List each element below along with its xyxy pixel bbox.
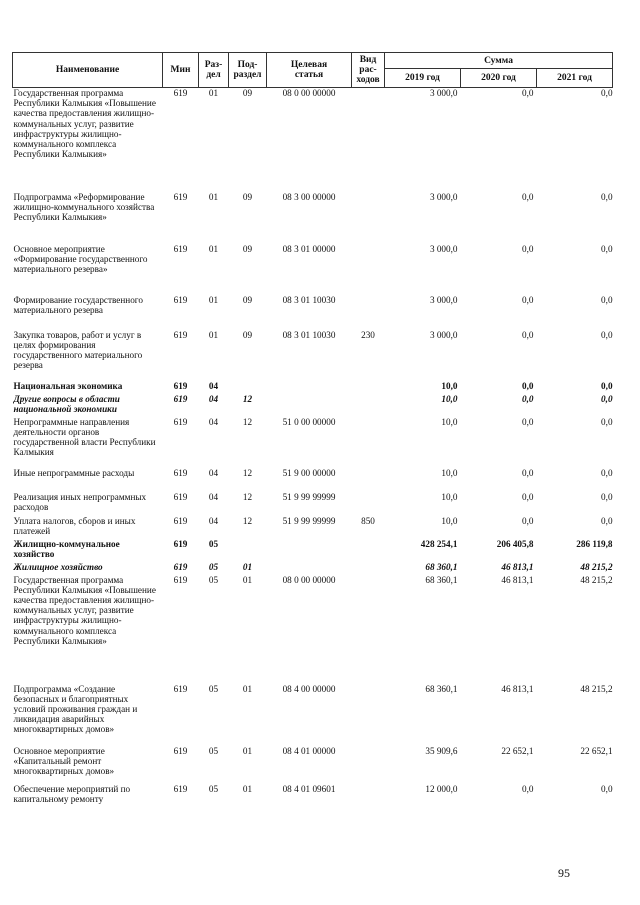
row-name: Государственная программа Республики Калмыкия «Повышение качества предоставления жилищно-коммунальных услуг, развитие инфраструктуры жилищно-коммунального комплекса Республики Калмыкия» [13,574,156,646]
row-section: 05 [208,683,219,694]
row-expense-type [352,562,385,575]
row-expense-type [352,468,385,492]
row-target-article [267,381,352,394]
header-section-label: Раз- дел [204,60,223,80]
row-section: 01 [208,243,219,254]
row-sum-2021: 0,0 [601,88,613,98]
row-sum-2020: 0,0 [522,329,534,340]
row-ministry: 619 [173,88,188,98]
row-sum-2019: 428 254,1 [420,538,458,549]
row-sum-2020: 46 813,1 [501,574,534,585]
row-expense-type [352,417,385,468]
row-section: 04 [208,380,219,391]
table-row [13,562,613,575]
row-subsection: 09 [242,243,253,254]
row-sum-2021: 22 652,1 [580,745,613,756]
table-row [13,88,613,192]
row-sum-2021: 0,0 [601,783,613,794]
row-sum-2019: 68 360,1 [425,574,458,585]
row-section: 04 [208,393,219,404]
row-sum-2020: 46 813,1 [501,561,534,572]
row-name: Жилищно-коммунальное хозяйство [13,538,120,559]
row-sum-2020: 0,0 [522,380,534,391]
row-sum-2021: 48 215,2 [580,683,613,694]
row-expense-type [352,394,385,417]
row-target-article: 08 3 01 10030 [282,294,336,305]
row-ministry: 619 [173,243,188,254]
row-expense-type [352,492,385,516]
row-subsection: 01 [242,574,253,585]
row-name: Национальная экономика [13,380,123,391]
row-section: 01 [208,294,219,305]
row-subsection: 09 [242,329,253,340]
header-subsection [229,53,267,88]
row-section: 05 [208,574,219,585]
row-sum-2019: 68 360,1 [425,683,458,694]
row-section: 01 [208,88,219,98]
header-ministry: Мин [163,53,199,88]
row-sum-2021: 0,0 [601,294,613,305]
row-sum-2020: 0,0 [522,294,534,305]
header-year-2020: 2020 год [461,69,537,88]
row-sum-2020: 206 405,8 [496,538,534,549]
row-target-article: 08 4 01 09601 [282,783,336,794]
row-target-article: 08 4 01 00000 [282,745,336,756]
row-subsection: 01 [242,745,253,756]
row-section: 01 [208,329,219,340]
row-expense-type [352,539,385,562]
row-expense-type [352,784,385,810]
row-subsection: 01 [242,783,253,794]
table-row [13,784,613,810]
row-expense-type [352,575,385,684]
page-number: 95 [558,866,570,880]
row-sum-2021: 0,0 [601,380,613,391]
row-sum-2019: 3 000,0 [429,191,458,202]
row-sum-2019: 35 909,6 [425,745,458,756]
row-section: 05 [208,538,219,549]
row-sum-2019: 10,0 [441,416,458,427]
table-row [13,492,613,516]
row-subsection: 12 [242,416,253,427]
row-name: Непрограммные направления деятельности органов государственной власти Республики Калмыкия [13,416,156,458]
table-row [13,244,613,295]
row-sum-2019: 10,0 [441,467,458,478]
row-target-article: 51 9 99 99999 [282,515,336,526]
row-name: Жилищное хозяйство [13,561,103,572]
row-name: Уплата налогов, сборов и иных платежей [13,515,136,536]
row-ministry: 619 [173,467,188,478]
row-ministry: 619 [173,538,188,549]
row-name: Основное мероприятие «Формирование государственного материального резерва» [13,243,148,274]
row-subsection: 01 [242,683,253,694]
row-expense-type: 230 [361,329,375,340]
table-row [13,746,613,784]
row-subsection: 09 [242,191,253,202]
row-name: Формирование государственного материального резерва [13,294,143,315]
row-name: Подпрограмма «Создание безопасных и благоприятных условий проживания граждан и ликвидация аварийных многоквартирных домов» [13,683,138,735]
row-section: 04 [208,491,219,502]
row-ministry: 619 [173,561,188,572]
row-ministry: 619 [173,294,188,305]
row-target-article [267,394,352,417]
row-sum-2019: 3 000,0 [429,329,458,340]
header-name: Наименование [13,53,163,88]
table-row [13,192,613,244]
row-target-article: 08 0 00 00000 [282,574,336,585]
row-section: 04 [208,467,219,478]
table-row [13,539,613,562]
row-name: Другие вопросы в области национальной экономики [13,393,120,414]
row-sum-2019: 10,0 [441,380,458,391]
header-expense-type [352,53,385,88]
row-sum-2019: 12 000,0 [425,783,458,794]
row-expense-type [352,295,385,330]
table-row [13,516,613,539]
row-section: 05 [208,783,219,794]
row-ministry: 619 [173,393,188,404]
row-name: Обеспечение мероприятий по капитальному ремонту [13,783,131,804]
row-section: 05 [208,561,219,572]
row-sum-2020: 46 813,1 [501,683,534,694]
row-ministry: 619 [173,574,188,585]
row-ministry: 619 [173,329,188,340]
header-target-article [267,53,352,88]
row-ministry: 619 [173,380,188,391]
row-sum-2021: 48 215,2 [580,561,613,572]
row-section: 04 [208,515,219,526]
table-row [13,394,613,417]
row-ministry: 619 [173,783,188,794]
row-sum-2019: 3 000,0 [429,88,458,98]
row-name: Закупка товаров, работ и услуг в целях формирования государственного материального резерва [13,329,143,371]
row-sum-2019: 10,0 [441,491,458,502]
header-subsection-label: Под- раздел [233,60,262,80]
header-expense-type-label: Вид рас- ходов [356,55,380,85]
row-sum-2021: 0,0 [601,393,613,404]
row-sum-2020: 0,0 [522,783,534,794]
row-subsection: 09 [242,88,253,98]
row-sum-2021: 0,0 [601,491,613,502]
row-target-article: 51 0 00 00000 [282,416,336,427]
row-subsection [229,381,267,394]
row-subsection: 12 [242,491,253,502]
header-target-article-label: Целевая статья [290,60,328,80]
row-sum-2019: 10,0 [441,515,458,526]
table-row [13,417,613,468]
row-sum-2021: 0,0 [601,515,613,526]
row-sum-2021: 286 119,8 [576,538,613,549]
row-name: Реализация иных непрограммных расходов [13,491,147,512]
row-sum-2021: 0,0 [601,467,613,478]
row-target-article [267,562,352,575]
budget-table-container [12,52,612,810]
row-target-article: 08 3 00 00000 [282,191,336,202]
table-row [13,684,613,746]
row-expense-type [352,192,385,244]
row-sum-2019: 68 360,1 [425,561,458,572]
row-sum-2020: 0,0 [522,393,534,404]
table-header [13,53,613,88]
table-row [13,468,613,492]
row-sum-2019: 10,0 [441,393,458,404]
row-section: 05 [208,745,219,756]
table-row [13,381,613,394]
table-row [13,295,613,330]
header-year-2021: 2021 год [537,69,613,88]
row-name: Государственная программа Республики Калмыкия «Повышение качества предоставления жилищно-коммунальных услуг, развитие инфраструктуры жилищно-коммунального комплекса Республики Калмыкия» [13,88,156,160]
row-section: 04 [208,416,219,427]
row-ministry: 619 [173,515,188,526]
row-sum-2020: 0,0 [522,191,534,202]
row-target-article: 51 9 00 00000 [282,467,336,478]
row-sum-2021: 0,0 [601,416,613,427]
row-sum-2021: 0,0 [601,243,613,254]
row-expense-type [352,684,385,746]
row-subsection: 09 [242,294,253,305]
row-sum-2021: 0,0 [601,191,613,202]
row-subsection: 12 [242,467,253,478]
row-subsection: 01 [242,561,253,572]
table-body [13,88,613,810]
row-sum-2020: 0,0 [522,416,534,427]
header-year-2019: 2019 год [385,69,461,88]
header-section [199,53,229,88]
row-sum-2020: 0,0 [522,243,534,254]
row-expense-type [352,88,385,192]
row-sum-2020: 0,0 [522,467,534,478]
row-target-article: 08 0 00 00000 [282,88,336,98]
row-ministry: 619 [173,191,188,202]
table-row [13,330,613,381]
row-section: 01 [208,191,219,202]
row-sum-2020: 22 652,1 [501,745,534,756]
budget-table [12,52,613,810]
row-name: Подпрограмма «Реформирование жилищно-коммунального хозяйства Республики Калмыкия» [13,191,155,222]
table-row [13,575,613,684]
row-sum-2019: 3 000,0 [429,243,458,254]
row-subsection [229,539,267,562]
header-sum: Сумма [385,53,613,69]
row-target-article: 08 3 01 10030 [282,329,336,340]
row-sum-2020: 0,0 [522,491,534,502]
row-sum-2021: 48 215,2 [580,574,613,585]
row-ministry: 619 [173,416,188,427]
row-ministry: 619 [173,683,188,694]
row-sum-2020: 0,0 [522,88,534,98]
row-target-article: 51 9 99 99999 [282,491,336,502]
row-name: Иные непрограммные расходы [13,467,135,478]
row-ministry: 619 [173,491,188,502]
row-subsection: 12 [242,393,253,404]
row-expense-type [352,244,385,295]
row-ministry: 619 [173,745,188,756]
row-name: Основное мероприятие «Капитальный ремонт многоквартирных домов» [13,745,115,776]
row-target-article: 08 4 00 00000 [282,683,336,694]
row-expense-type [352,381,385,394]
row-expense-type: 850 [361,515,375,526]
row-target-article: 08 3 01 00000 [282,243,336,254]
row-target-article [267,539,352,562]
row-subsection: 12 [242,515,253,526]
row-sum-2021: 0,0 [601,329,613,340]
row-sum-2020: 0,0 [522,515,534,526]
row-sum-2019: 3 000,0 [429,294,458,305]
row-expense-type [352,746,385,784]
